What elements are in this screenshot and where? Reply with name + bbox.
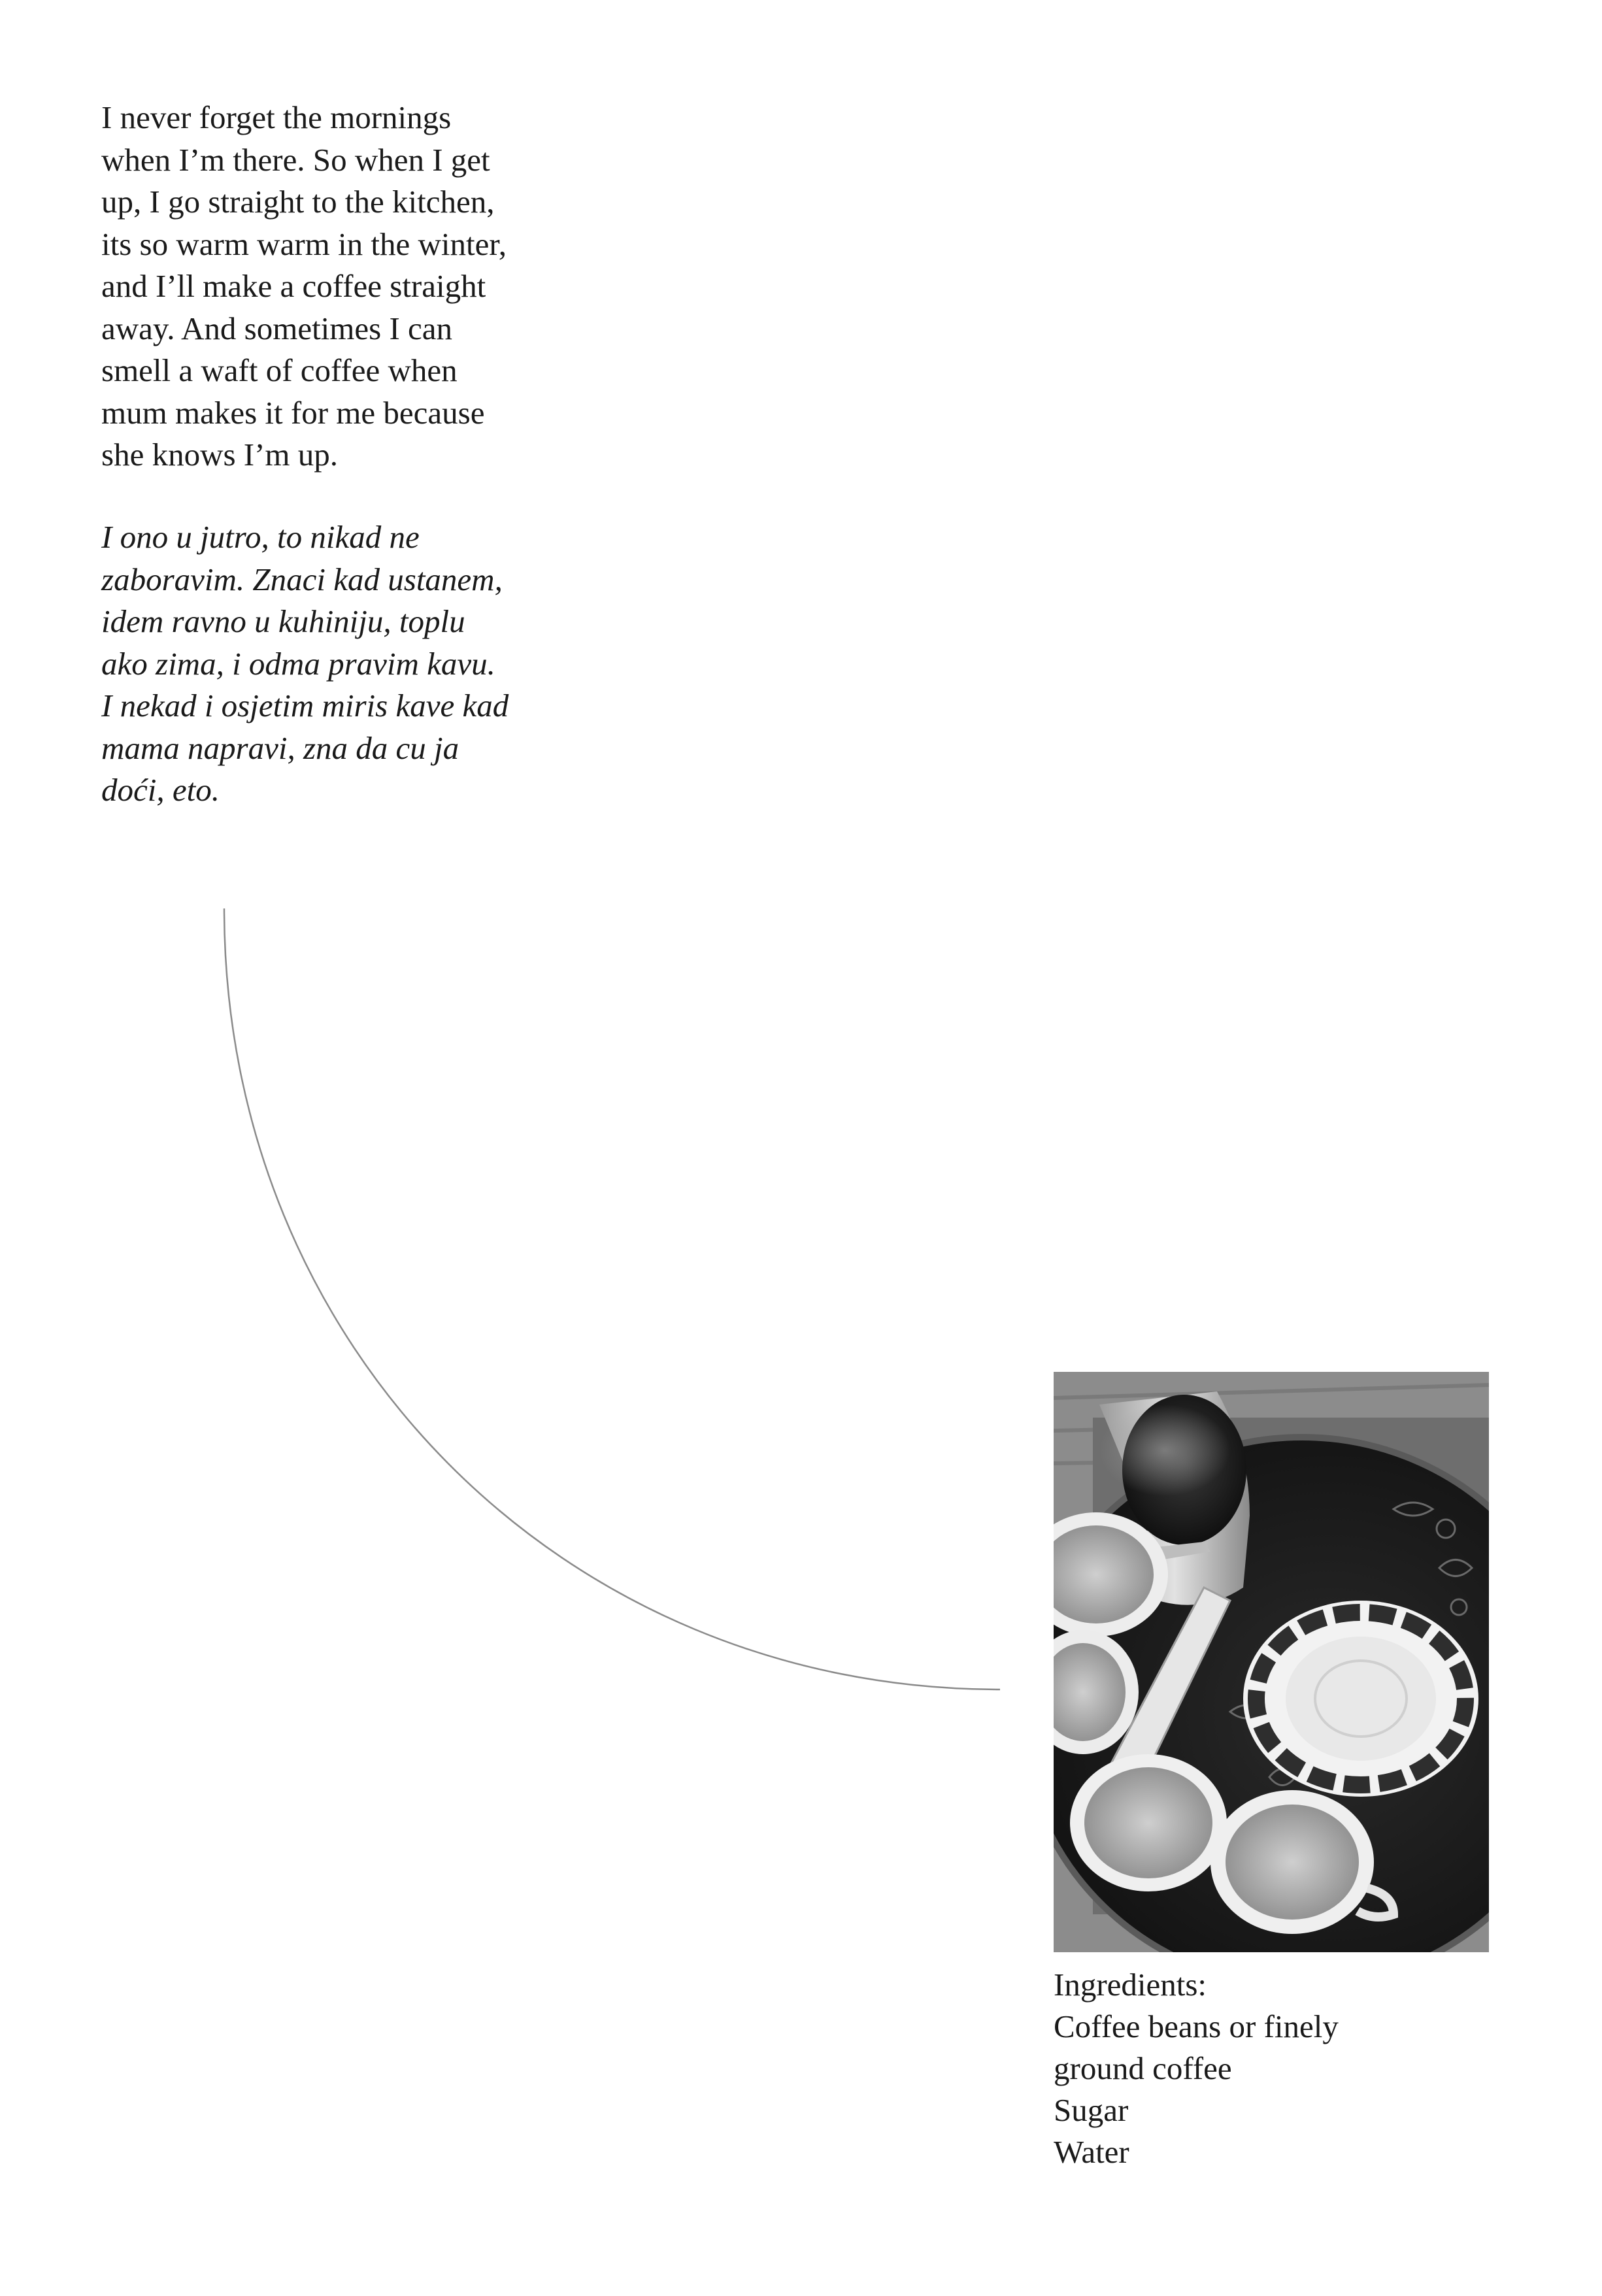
ingredient-item: ground coffee [1054, 2050, 1232, 2086]
story-english-line: away. And sometimes I can [101, 310, 453, 346]
story-translation-line: doći, eto. [101, 772, 220, 808]
story-translation-line: I nekad i osjetim miris kave kad [101, 688, 509, 724]
story-english-line: smell a waft of coffee when [101, 352, 458, 388]
ingredient-item: Sugar [1054, 2092, 1129, 2128]
ingredient-item: Water [1054, 2134, 1129, 2170]
ingredients-heading: Ingredients: [1054, 1967, 1207, 2003]
story-translation-line: mama napravi, zna da cu ja [101, 729, 459, 766]
story-translation-line: ako zima, i odma pravim kavu. [101, 645, 495, 682]
coffee-photo [1054, 1372, 1489, 1952]
story-english [101, 97, 559, 476]
story-translation-line: I ono u jutro, to nikad ne [101, 519, 420, 555]
story-english-line: mum makes it for me because [101, 394, 485, 431]
story-english-line: up, I go straight to the kitchen, [101, 184, 495, 220]
story-english-line: when I’m there. So when I get [101, 141, 490, 178]
story-translation [101, 516, 559, 812]
ingredient-item: Coffee beans or finely [1054, 2008, 1339, 2044]
ingredients-list [1054, 1964, 1511, 2173]
coffee-photo-image [1054, 1372, 1489, 1952]
story-english-line: and I’ll make a coffee straight [101, 268, 486, 304]
story-translation-line: idem ravno u kuhiniju, toplu [101, 603, 465, 639]
story-english-line: I never forget the mornings [101, 99, 452, 135]
story-translation-line: zaboravim. Znaci kad ustanem, [101, 561, 503, 597]
story-english-line: its so warm warm in the winter, [101, 225, 507, 262]
story-english-line: she knows I’m up. [101, 437, 339, 473]
